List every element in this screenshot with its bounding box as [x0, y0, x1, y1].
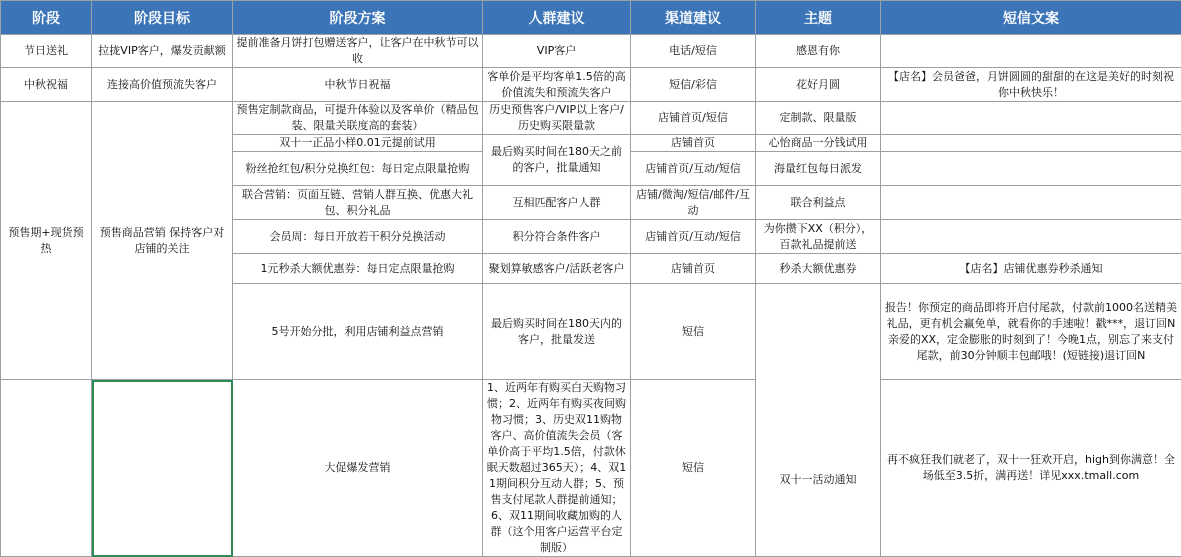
table-row — [1, 102, 1181, 135]
sms-cell[interactable] — [881, 102, 1181, 135]
channel-cell[interactable]: 电话/短信 — [631, 35, 756, 68]
header-theme: 主题 — [756, 1, 881, 35]
crowd-cell[interactable]: 互相匹配客户人群 — [483, 186, 631, 220]
crowd-cell[interactable]: 最后购买时间在180天内的客户，批量发送 — [483, 284, 631, 380]
crowd-cell[interactable]: 1、近两年有购买白天购物习惯；2、近两年有购买夜间购物习惯；3、历史双11购物客户、高价值流失会员（客单价高于平均1.5倍，付款休眠天数超过365天）；4、双11期间积分互动人群；5、预售支付尾款人群提前通知；6、双11期间收藏加购的人群（这个用客户运营平台定制版） — [483, 380, 631, 557]
theme-cell[interactable]: 花好月圆 — [756, 68, 881, 102]
stage-cell[interactable]: 节日送礼 — [1, 35, 92, 68]
sms-cell[interactable]: 报告！你预定的商品即将开启付尾款，付款前1000名送精美礼品，更有机会赢免单，就看你的手速啦！戳***，退订回N 亲爱的XX，定金膨胀的时刻到了！今晚1点，别忘了来支付尾款，前30分钟顺丰包邮哦！(短链接)退订回N — [881, 284, 1181, 380]
header-plan: 阶段方案 — [233, 1, 483, 35]
stage-cell[interactable]: 预售期+现货预热 — [1, 102, 92, 380]
crowd-cell[interactable]: 客单价是平均客单1.5倍的高价值流失和预流失客户 — [483, 68, 631, 102]
theme-cell[interactable]: 秒杀大额优惠券 — [756, 254, 881, 284]
crowd-cell[interactable]: VIP客户 — [483, 35, 631, 68]
sms-cell[interactable] — [881, 152, 1181, 186]
theme-cell[interactable]: 为你攒下XX（积分），百款礼品提前送 — [756, 220, 881, 254]
sms-cell[interactable] — [881, 220, 1181, 254]
theme-cell[interactable]: 联合利益点 — [756, 186, 881, 220]
sms-cell[interactable]: 再不疯狂我们就老了，双十一狂欢开启，high到你满意！全场低至3.5折，满再送！详见xxx.tmall.com — [881, 380, 1181, 557]
sms-cell[interactable] — [881, 135, 1181, 152]
theme-cell[interactable]: 双十一活动通知 — [756, 284, 881, 557]
sms-cell[interactable] — [881, 186, 1181, 220]
table-row — [1, 68, 1181, 102]
plan-cell[interactable]: 联合营销：页面互链、营销人群互换、优惠大礼包、积分礼品 — [233, 186, 483, 220]
channel-cell[interactable]: 店铺首页 — [631, 135, 756, 152]
stage-cell[interactable]: 中秋祝福 — [1, 68, 92, 102]
table-row — [1, 380, 1181, 557]
goal-cell[interactable]: 拉拢VIP客户，爆发贡献额 — [92, 35, 233, 68]
channel-cell[interactable]: 店铺首页 — [631, 254, 756, 284]
channel-cell[interactable]: 店铺/微淘/短信/邮件/互动 — [631, 186, 756, 220]
theme-cell[interactable]: 心怡商品一分钱试用 — [756, 135, 881, 152]
sms-cell[interactable]: 【店名】店铺优惠券秒杀通知 — [881, 254, 1181, 284]
header-channel: 渠道建议 — [631, 1, 756, 35]
channel-cell[interactable]: 店铺首页/互动/短信 — [631, 152, 756, 186]
channel-cell[interactable]: 短信 — [631, 380, 756, 557]
crowd-cell[interactable]: 最后购买时间在180天之前的客户，批量通知 — [483, 135, 631, 186]
plan-cell[interactable]: 粉丝抢红包/积分兑换红包：每日定点限量抢购 — [233, 152, 483, 186]
theme-cell[interactable]: 定制款、限量版 — [756, 102, 881, 135]
channel-cell[interactable]: 店铺首页/短信 — [631, 102, 756, 135]
goal-cell[interactable]: 连接高价值预流失客户 — [92, 68, 233, 102]
plan-cell[interactable]: 会员周：每日开放若干积分兑换活动 — [233, 220, 483, 254]
header-goal: 阶段目标 — [92, 1, 233, 35]
sms-cell[interactable]: 【店名】会员爸爸，月饼圆圆的甜甜的在这是美好的时刻祝你中秋快乐！ — [881, 68, 1181, 102]
channel-cell[interactable]: 短信/彩信 — [631, 68, 756, 102]
plan-cell[interactable]: 双十一正品小样0.01元提前试用 — [233, 135, 483, 152]
crowd-cell[interactable]: 历史预售客户/VIP以上客户/历史购买限量款 — [483, 102, 631, 135]
plan-cell[interactable]: 预售定制款商品，可提升体验以及客单价（精品包装、限量关联度高的套装） — [233, 102, 483, 135]
goal-cell[interactable] — [92, 380, 233, 557]
sms-cell[interactable] — [881, 35, 1181, 68]
channel-cell[interactable]: 短信 — [631, 284, 756, 380]
theme-cell[interactable]: 海量红包每日派发 — [756, 152, 881, 186]
channel-cell[interactable]: 店铺首页/互动/短信 — [631, 220, 756, 254]
crowd-cell[interactable]: 聚划算敏感客户/活跃老客户 — [483, 254, 631, 284]
plan-cell[interactable]: 提前准备月饼打包赠送客户，让客户在中秋节可以收 — [233, 35, 483, 68]
plan-cell[interactable]: 中秋节日祝福 — [233, 68, 483, 102]
plan-cell[interactable]: 5号开始分批，利用店铺利益点营销 — [233, 284, 483, 380]
crowd-cell[interactable]: 积分符合条件客户 — [483, 220, 631, 254]
goal-cell[interactable]: 预售商品营销 保持客户对店铺的关注 — [92, 102, 233, 380]
stage-cell[interactable] — [1, 380, 92, 557]
plan-cell[interactable]: 大促爆发营销 — [233, 380, 483, 557]
header-sms: 短信文案 — [881, 1, 1181, 35]
header-crowd: 人群建议 — [483, 1, 631, 35]
table-row — [1, 35, 1181, 68]
header-row — [1, 1, 1181, 35]
theme-cell[interactable]: 感恩有你 — [756, 35, 881, 68]
plan-cell[interactable]: 1元秒杀大额优惠券：每日定点限量抢购 — [233, 254, 483, 284]
header-stage: 阶段 — [1, 1, 92, 35]
